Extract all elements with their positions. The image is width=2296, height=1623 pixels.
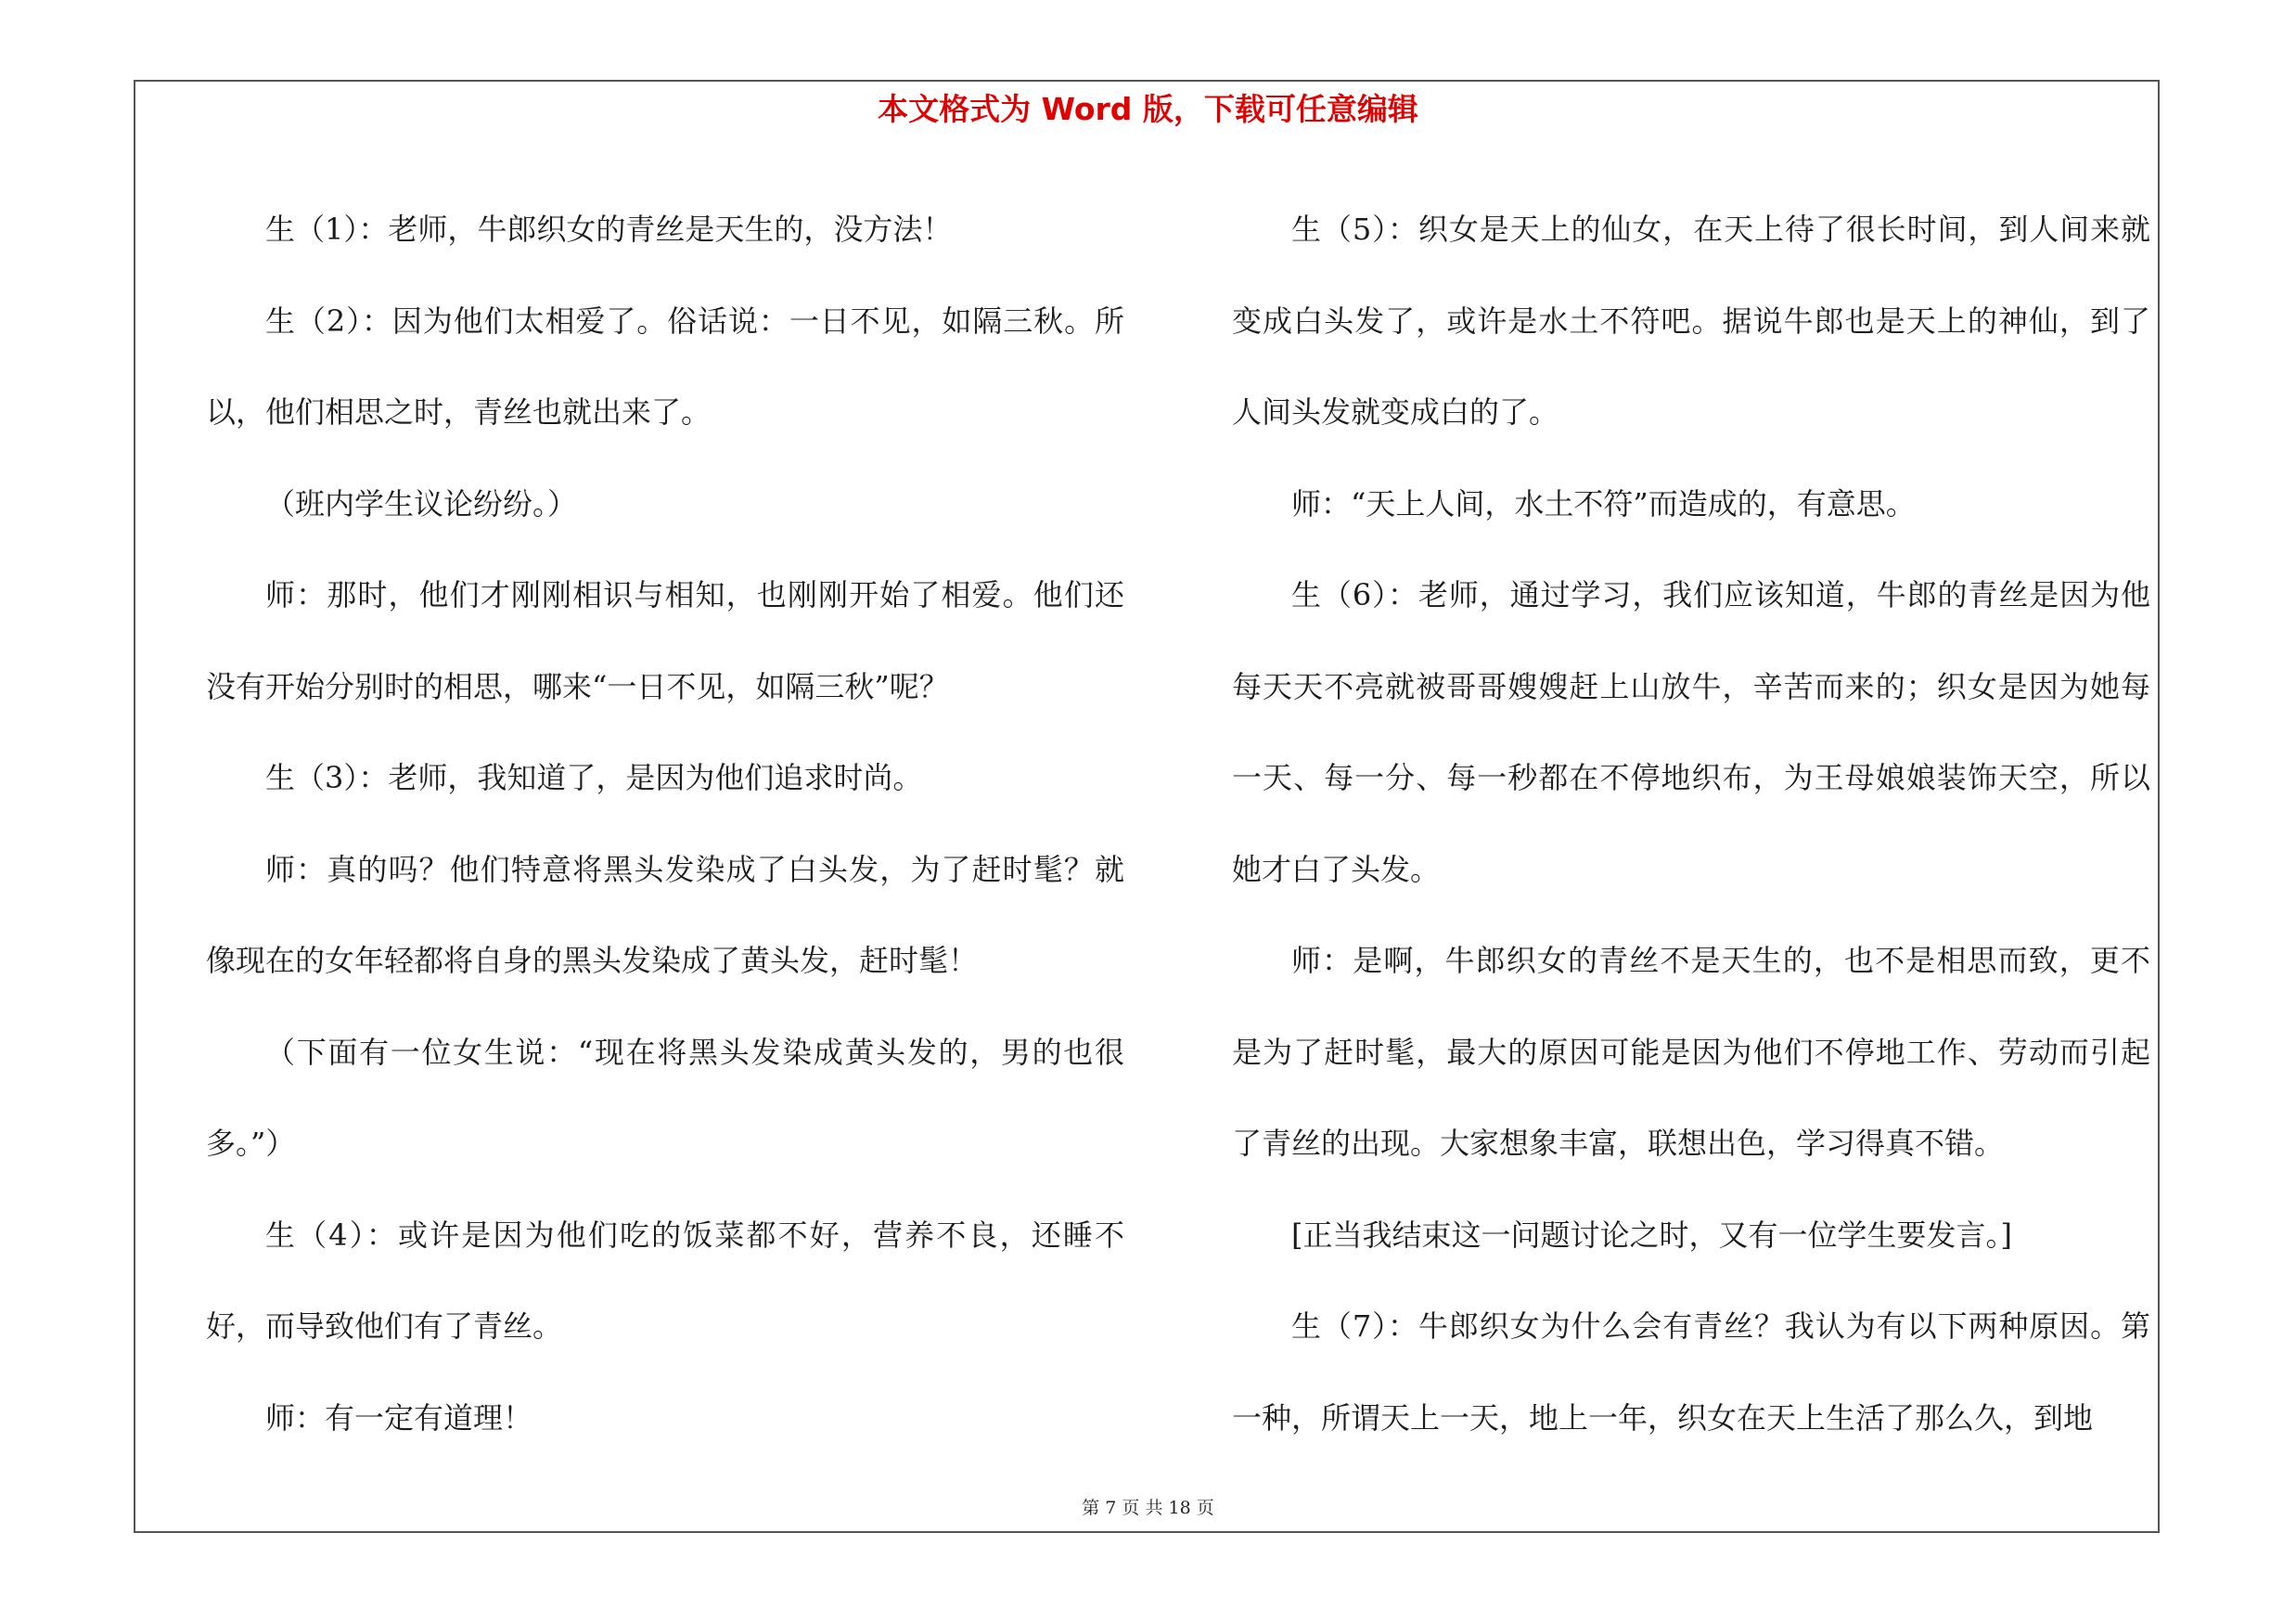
left-column [206,184,1124,1483]
paragraph: 生（1）：老师，牛郎织女的青丝是天生的，没方法！ [265,212,953,247]
paragraph: 师：“天上人间，水土不符”而造成的，有意思。 [1291,485,1916,522]
paragraph: 生（4）：或许是因为他们吃的饭菜都不好，营养不良，还睡不好，而导致他们有了青丝。 [206,1217,1124,1344]
paragraph: 生（3）：老师，我知道了，是因为他们追求时尚。 [265,760,923,795]
paragraph: 生（6）：老师，通过学习，我们应该知道，牛郎的青丝是因为他每天天不亮就被哥哥嫂嫂赶上山放牛，辛苦而来的；织女是因为她每一天、每一分、每一秒都在不停地织布，为王母娘娘装饰天空，所以她才白了头发。 [1232,577,2150,887]
paragraph: 生（2）：因为他们太相爱了。俗话说：一日不见，如隔三秋。所以，他们相思之时，青丝也就出来了。 [206,303,1124,430]
format-banner: 本文格式为 Word 版，下载可任意编辑 [878,91,1418,127]
paragraph: [正当我结束这一问题讨论之时，又有一位学生要发言。] [1291,1217,2012,1253]
paragraph: 师：是啊，牛郎织女的青丝不是天生的，也不是相思而致，更不是为了赶时髦，最大的原因可能是因为他们不停地工作、劳动而引起了青丝的出现。大家想象丰富，联想出色，学习得真不错。 [1232,943,2150,1161]
paragraph: 师：那时，他们才刚刚相识与相知，也刚刚开始了相爱。他们还没有开始分别时的相思，哪来“一日不见，如隔三秋”呢？ [206,577,1124,704]
paragraph: （班内学生议论纷纷。） [265,485,578,522]
paragraph: 师：真的吗？他们特意将黑头发染成了白头发，为了赶时髦？就像现在的女年轻都将自身的黑头发染成了黄头发，赶时髦！ [206,851,1124,978]
paragraph: （下面有一位女生说：“现在将黑头发染成黄头发的，男的也很多。”） [206,1034,1124,1161]
paragraph: 生（5）：织女是天上的仙女，在天上待了很长时间，到人间来就变成白头发了，或许是水土不符吧。据说牛郎也是天上的神仙，到了人间头发就变成白的了。 [1232,212,2150,430]
paragraph: 生（7）：牛郎织女为什么会有青丝？我认为有以下两种原因。第一种，所谓天上一天，地上一年，织女在天上生活了那么久，到地 [1232,1308,2150,1436]
paragraph: 师：有一定有道理！ [265,1399,533,1436]
page-number: 第 7 页 共 18 页 [1082,1498,1214,1518]
right-column [1232,184,2150,1483]
